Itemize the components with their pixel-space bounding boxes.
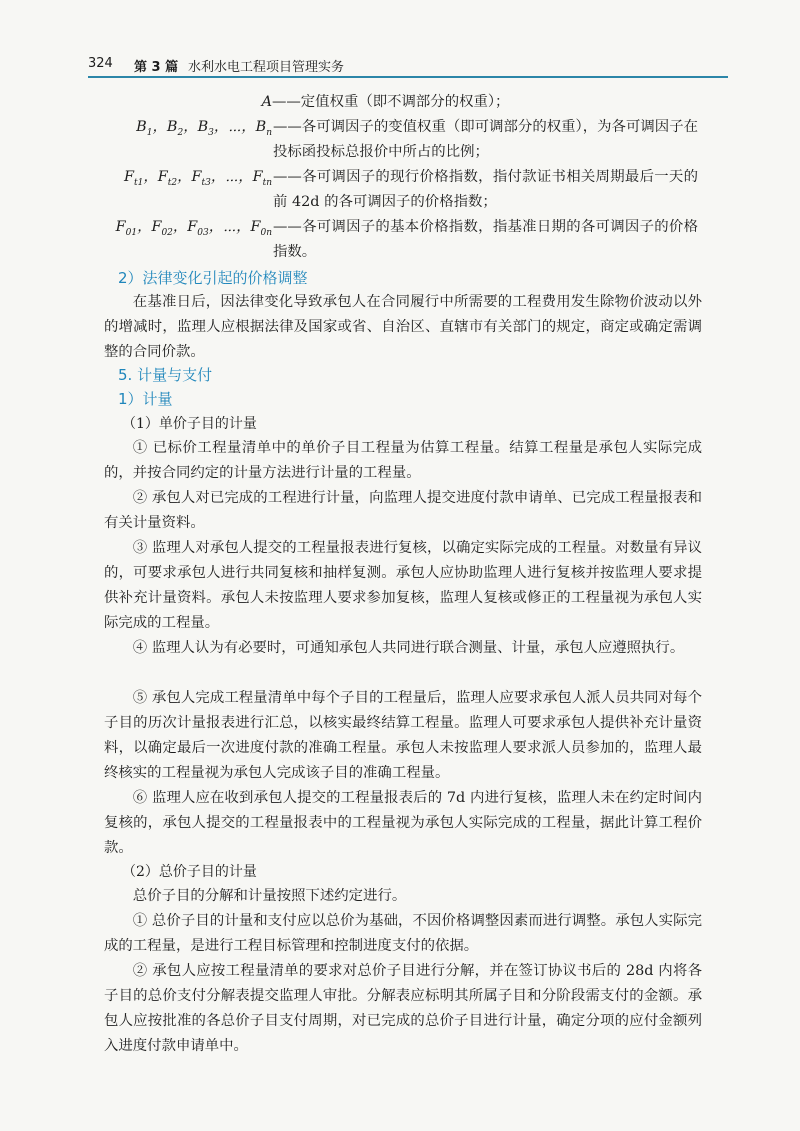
symbol: $F_{01}$，$F_{02}$，$F_{03}$，⋯，$F_{0n}$ — [115, 219, 272, 238]
paragraph: 总价子目的分解和计量按照下述约定进行。 — [132, 888, 407, 904]
part-title: 水利水电工程项目管理实务 — [188, 60, 345, 75]
list-item: ① 已标价工程量清单中的单价子目工程量为估算工程量。结算工程量是承包人实际完成的，并按合同约定的计量方法进行计量的工程量。 — [104, 440, 702, 481]
section-heading-law-change: 2）法律变化引起的价格调整 — [118, 269, 308, 287]
part-label: 第 3 篇 — [134, 60, 179, 75]
list-item: ⑥ 监理人应在收到承包人提交的工程量报表后的 7d 内进行复核，监理人未在约定时间内复核的，承包人提交的工程量报表中的工程量视为承包人实际完成的工程量，据此计算工程价款。 — [104, 790, 702, 856]
subheading-unit-price: （1）单价子目的计量 — [122, 416, 257, 432]
header-rule — [88, 76, 728, 78]
symbol: $B_1$，$B_2$，$B_3$，⋯，$B_n$ — [136, 119, 272, 138]
list-item: ⑤ 承包人完成工程量清单中每个子目的工程量后，监理人应要求承包人派人员共同对每个子目的历次计量报表进行汇总，以核实最终结算工程量。监理人可要求承包人提供补充计量资料，以确定最后一次进度付款的准确工程量。承包人未按监理人要求派人员参加的，监理人最终核实的工程量视为承包人完成该子目的准确工程量。 — [104, 690, 702, 781]
list-item: ② 承包人对已完成的工程进行计量，向监理人提交进度付款申请单、已完成工程量报表和有关计量资料。 — [104, 490, 702, 531]
definition-text: ——各可调因子的基本价格指数，指基准日期的各可调因子的价格指数。 — [273, 219, 698, 260]
list-item: ② 承包人应按工程量清单的要求对总价子目进行分解，并在签订协议书后的 28d 内将各子目的总价支付分解表提交监理人审批。分解表应标明其所属子目和分阶段需支付的金额。承包人应按批准的各总价子目支付周期，对已完成的总价子目进行计量，确定分项的应付金额列入进度付款申请单中。 — [104, 963, 702, 1054]
subheading-lump-sum: （2）总价子目的计量 — [122, 864, 257, 880]
list-item: ③ 监理人对承包人提交的工程量报表进行复核，以确定实际完成的工程量。对数量有异议的，可要求承包人进行共同复核和抽样复测。承包人应协助监理人进行复核并按监理人要求提供补充计量资料。承包人未按监理人要求参加复核，监理人复核或修正的工程量视为承包人实际完成的工程量。 — [104, 540, 702, 631]
definition-text: ——各可调因子的现行价格指数，指付款证书相关周期最后一天的前 42d 的各可调因子的价格指数； — [273, 169, 698, 210]
running-header — [88, 54, 728, 74]
symbol: $F_{t1}$，$F_{t2}$，$F_{t3}$，⋯，$F_{tn}$ — [124, 169, 272, 188]
symbol: A — [261, 94, 272, 110]
definition-text: ——各可调因子的变值权重（即可调部分的权重），为各可调因子在投标函投标总报价中所占的比例； — [273, 119, 698, 160]
subsection-heading-measurement: 1）计量 — [118, 390, 173, 408]
list-item: ④ 监理人认为有必要时，可通知承包人共同进行联合测量、计量，承包人应遵照执行。 — [132, 640, 685, 656]
paragraph: 在基准日后，因法律变化导致承包人在合同履行中所需要的工程费用发生除物价波动以外的增减时，监理人应根据法律及国家或省、自治区、直辖市有关部门的规定，商定或确定需调整的合同价款。 — [104, 294, 702, 360]
page-number: 324 — [88, 56, 113, 71]
section-heading-measurement-payment: 5. 计量与支付 — [118, 366, 213, 384]
list-item: ① 总价子目的计量和支付应以总价为基础，不因价格调整因素而进行调整。承包人实际完成的工程量，是进行工程目标管理和控制进度支付的依据。 — [104, 913, 702, 954]
definition-text: ——定值权重（即不调部分的权重）； — [272, 94, 510, 110]
